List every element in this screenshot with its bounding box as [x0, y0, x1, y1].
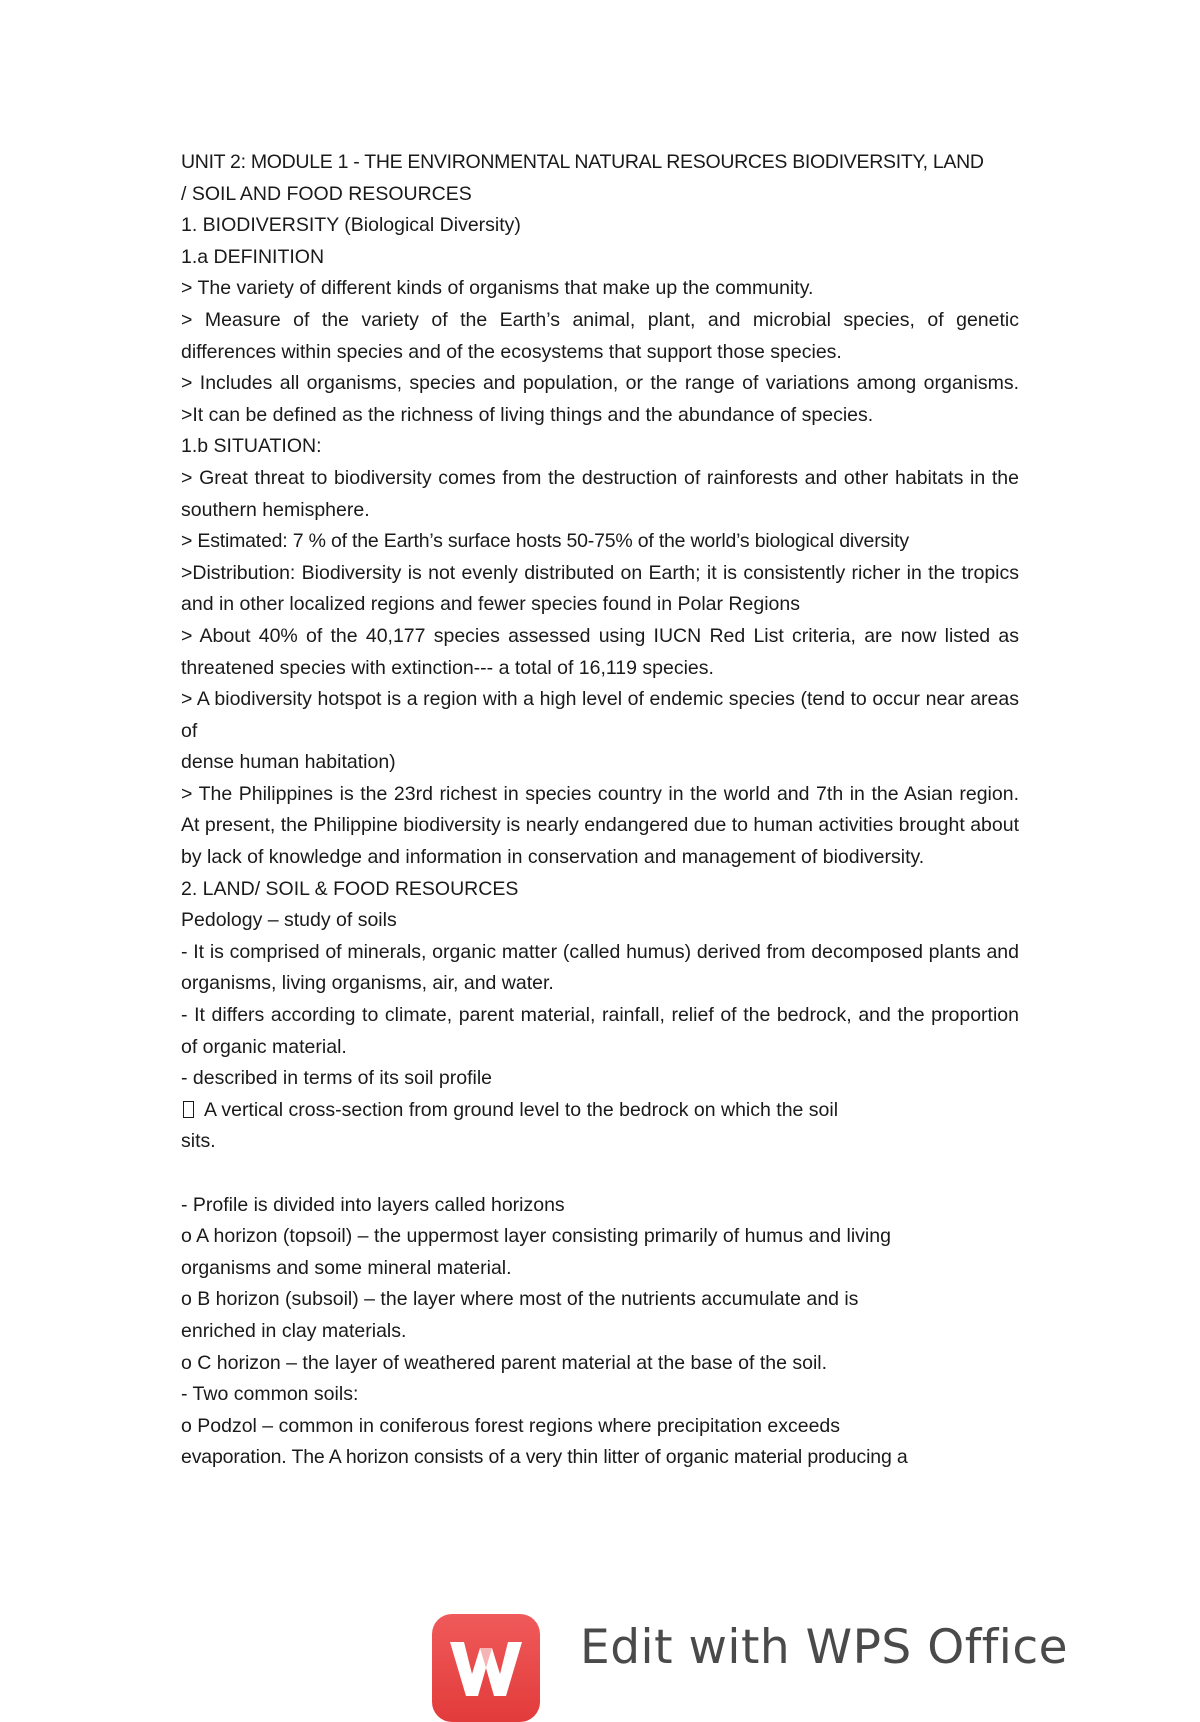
wps-banner-text: Edit with WPS Office — [580, 1620, 1069, 1675]
horizon-c: o C horizon – the layer of weathered parent material at the base of the soil. — [181, 1351, 828, 1374]
horizon-b-continued: enriched in clay materials. — [181, 1319, 407, 1342]
situation-6: > The Philippines is the 23rd richest in species country in the world and 7th in the Asian region. At present, the Philippine biodiversity is nearly endangered due to human activities brought about by lack of knowledge and information in conservation and management of biodiversity. — [181, 782, 1019, 869]
podzol-continued: evaporation. The A horizon consists of a very thin litter of organic material producing a — [181, 1446, 908, 1469]
horizons-line: - Profile is divided into layers called horizons — [181, 1193, 565, 1216]
pedology-line: Pedology – study of soils — [181, 909, 397, 932]
section-1-title: 1. BIODIVERSITY (Biological Diversity) — [181, 214, 521, 237]
situation-4: > About 40% of the 40,177 species assessed using IUCN Red List criteria, are now listed as threatened species with extinction--- a total of 16,119 species. — [181, 624, 1019, 679]
wps-edit-banner[interactable] — [432, 1614, 1072, 1697]
horizon-b: o B horizon (subsoil) – the layer where most of the nutrients accumulate and is — [181, 1288, 859, 1311]
square-bullet-icon — [183, 1101, 194, 1118]
soil-profile-subpoint-continued: sits. — [181, 1130, 216, 1153]
section-1b-title: 1.b SITUATION: — [181, 435, 322, 458]
soil-point-3: - described in terms of its soil profile — [181, 1067, 493, 1090]
podzol-line: o Podzol – common in coniferous forest regions where precipitation exceeds — [181, 1414, 841, 1437]
heading-line-1: UNIT 2: MODULE 1 - THE ENVIRONMENTAL NATURAL RESOURCES BIODIVERSITY, LAND — [181, 151, 984, 173]
horizon-a-continued: organisms and some mineral material. — [181, 1256, 512, 1279]
soil-profile-subpoint — [181, 1095, 1019, 1127]
wps-w-glyph-icon — [446, 1634, 526, 1704]
situation-5: > A biodiversity hotspot is a region with a high level of endemic species (tend to occur near areas of — [181, 688, 1019, 742]
wps-logo-icon — [432, 1614, 540, 1722]
soil-point-2: - It differs according to climate, parent material, rainfall, relief of the bedrock, and the proportion of organic material. — [181, 1004, 1019, 1058]
document-body — [181, 147, 1019, 1474]
heading-line-2: / SOIL AND FOOD RESOURCES — [181, 182, 472, 205]
definition-3: > Includes all organisms, species and population, or the range of variations among organisms. >It can be defined as the richness of living things and the abundance of species. — [181, 372, 1019, 426]
situation-2: > Estimated: 7 % of the Earth’s surface hosts 50-75% of the world’s biological diversity — [181, 530, 909, 553]
section-2-title: 2. LAND/ SOIL & FOOD RESOURCES — [181, 877, 519, 900]
situation-3: >Distribution: Biodiversity is not evenly distributed on Earth; it is consistently richer in the tropics and in other localized regions and fewer species found in Polar Regions — [181, 561, 1019, 616]
blank-line — [181, 1158, 1019, 1190]
situation-1: > Great threat to biodiversity comes from the destruction of rainforests and other habitats in the southern hemisphere. — [181, 466, 1019, 521]
section-1a-title: 1.a DEFINITION — [181, 245, 325, 268]
situation-5-continued: dense human habitation) — [181, 751, 396, 774]
soil-profile-subpoint-text: A vertical cross-section from ground level to the bedrock on which the soil — [204, 1098, 839, 1121]
two-soils-line: - Two common soils: — [181, 1383, 359, 1406]
horizon-a: o A horizon (topsoil) – the uppermost layer consisting primarily of humus and living — [181, 1225, 891, 1248]
soil-point-1: - It is comprised of minerals, organic matter (called humus) derived from decomposed plants and organisms, living organisms, air, and water. — [181, 940, 1019, 995]
definition-1: > The variety of different kinds of organisms that make up the community. — [181, 277, 814, 300]
definition-2: > Measure of the variety of the Earth’s animal, plant, and microbial species, of genetic differences within species and of the ecosystems that support those species. — [181, 308, 1019, 363]
